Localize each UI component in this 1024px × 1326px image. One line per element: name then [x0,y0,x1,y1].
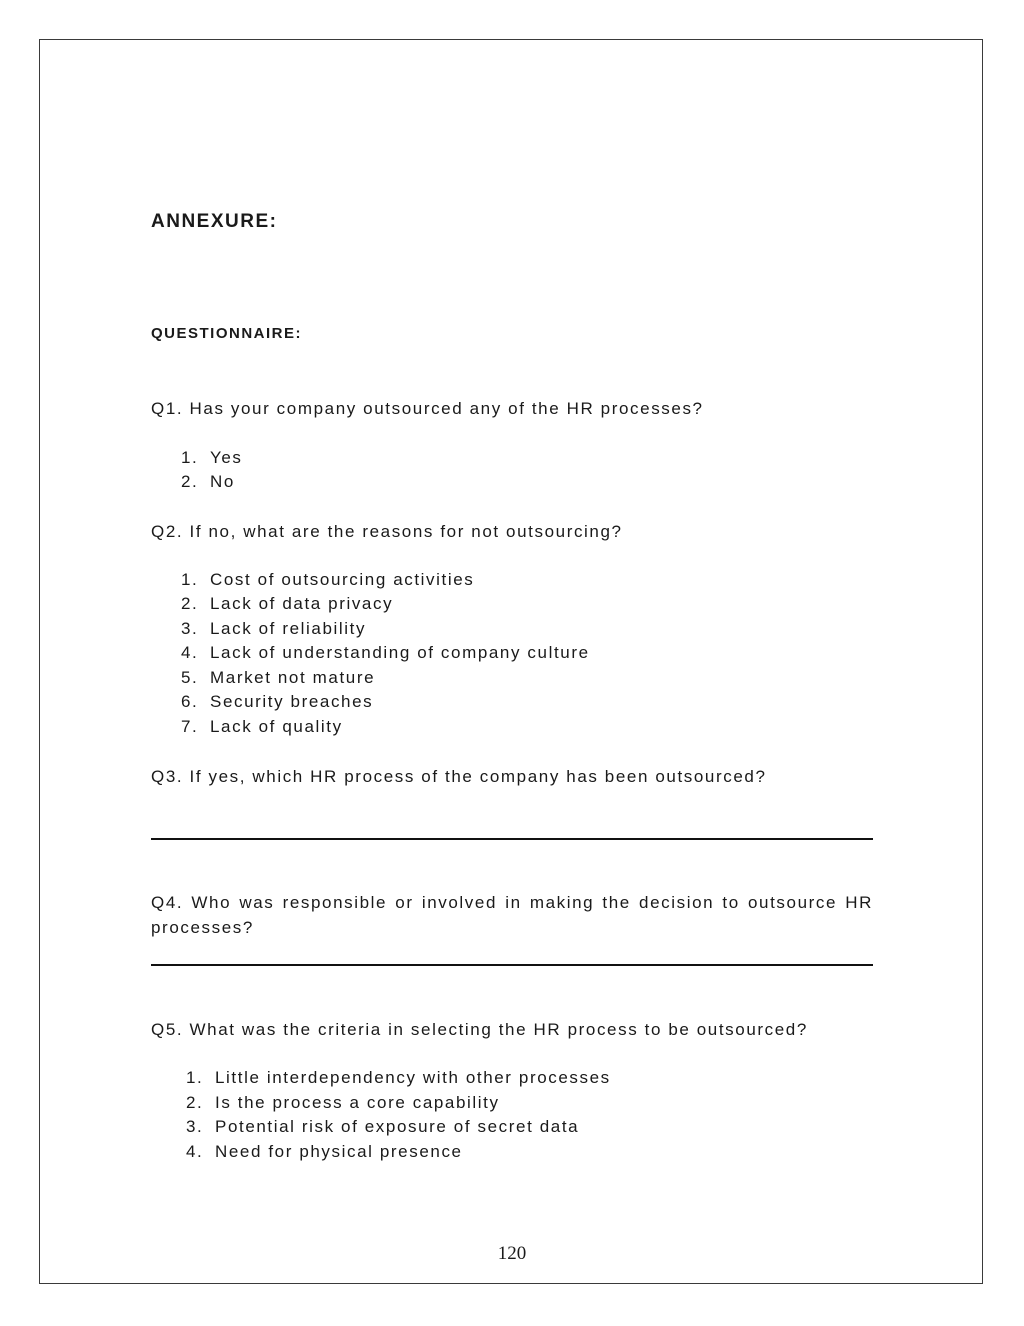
option-label: Potential risk of exposure of secret data [215,1117,580,1136]
option-label: Little interdependency with other processes [215,1068,611,1087]
option-label: No [210,472,235,491]
option-number: 1. [181,448,199,467]
option-label: Cost of outsourcing activities [210,570,475,589]
q5-option-2 [186,1091,500,1116]
option-label: Security breaches [210,692,374,711]
q5-option-4 [186,1140,463,1165]
q2-option-2 [181,592,393,617]
option-number: 3. [186,1117,204,1136]
option-number: 3. [181,619,199,638]
question-2: Q2. If no, what are the reasons for not outsourcing? [151,522,623,541]
option-number: 4. [181,643,199,662]
option-number: 4. [186,1142,204,1161]
option-number: 7. [181,717,199,736]
option-label: Market not mature [210,668,376,687]
questionnaire-heading: QUESTIONNAIRE: [151,325,303,342]
q1-option-2 [181,470,235,495]
option-label: Lack of reliability [210,619,367,638]
answer-line-q4 [151,964,873,966]
q2-option-3 [181,617,366,642]
option-number: 2. [186,1093,204,1112]
option-number: 2. [181,472,199,491]
option-label: Need for physical presence [215,1142,463,1161]
option-label: Is the process a core capability [215,1093,500,1112]
q2-option-4 [181,641,590,666]
q2-option-7 [181,715,343,740]
option-label: Lack of quality [210,717,343,736]
question-5: Q5. What was the criteria in selecting the HR process to be outsourced? [151,1020,808,1039]
question-3: Q3. If yes, which HR process of the company has been outsourced? [151,767,767,786]
question-4: Q4. Who was responsible or involved in making the decision to outsource HR processes? [151,893,873,937]
option-number: 6. [181,692,199,711]
q5-option-3 [186,1115,579,1140]
option-number: 2. [181,594,199,613]
option-number: 1. [181,570,199,589]
option-label: Yes [210,448,243,467]
option-number: 1. [186,1068,204,1087]
q2-option-5 [181,666,375,691]
q1-option-1 [181,446,243,471]
annexure-heading: ANNEXURE: [151,211,278,232]
option-label: Lack of understanding of company culture [210,643,590,662]
question-1: Q1. Has your company outsourced any of the HR processes? [151,399,704,418]
q5-option-1 [186,1066,611,1091]
q2-option-1 [181,568,474,593]
option-number: 5. [181,668,199,687]
q2-option-6 [181,690,373,715]
answer-line-q3 [151,838,873,840]
page-number: 120 [497,1243,527,1264]
option-label: Lack of data privacy [210,594,394,613]
